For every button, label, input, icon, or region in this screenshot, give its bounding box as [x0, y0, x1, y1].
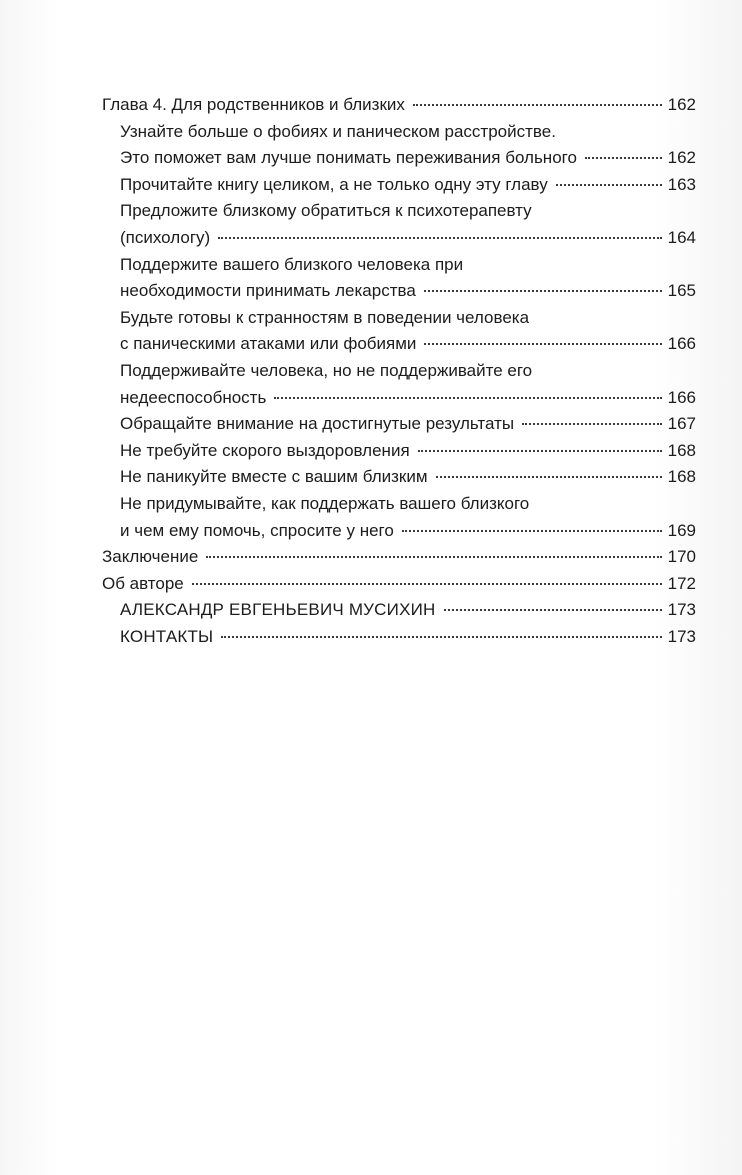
toc-entry[interactable]	[102, 305, 696, 358]
dot-leader	[424, 343, 661, 345]
toc-entry[interactable]	[102, 252, 696, 305]
toc-entry-line	[120, 305, 696, 332]
toc-page-number: 162	[667, 95, 696, 114]
toc-entry[interactable]	[102, 92, 696, 119]
toc-entry[interactable]	[102, 172, 696, 199]
toc-entry-last-line	[102, 92, 696, 119]
toc-entry[interactable]	[102, 571, 696, 598]
toc-entry-last-line	[120, 331, 696, 358]
toc-page-number: 162	[667, 148, 696, 168]
toc-entry-title: АЛЕКСАНДР ЕВГЕНЬЕВИЧ МУСИХИН	[120, 600, 436, 620]
toc-entry-title: Поддержите вашего близкого человека при	[120, 254, 464, 274]
toc-entry-title: Не придумывайте, как поддержать вашего близкого	[120, 493, 530, 513]
toc-entry[interactable]	[102, 198, 696, 251]
dot-leader	[413, 104, 662, 106]
dot-leader	[424, 290, 662, 292]
toc-page-number: 163	[667, 174, 696, 194]
toc-entry-title: КОНТАКТЫ	[120, 626, 214, 646]
toc-page-number: 173	[667, 600, 696, 620]
toc-entry-title: Прочитайте книгу целиком, а не только одну эту главу	[120, 174, 548, 194]
toc-entry-last-line	[120, 518, 696, 545]
toc-entry[interactable]	[102, 464, 696, 491]
toc-entry[interactable]	[102, 491, 696, 544]
toc-page-number: 172	[667, 573, 696, 593]
toc-entry[interactable]	[102, 438, 696, 465]
toc-page-number: 168	[667, 467, 696, 487]
toc-page-number: 168	[667, 440, 696, 460]
dot-leader	[418, 450, 662, 452]
dot-leader	[436, 476, 662, 478]
dot-leader	[192, 583, 662, 585]
toc-entry-title: Не требуйте скорого выздоровления	[120, 440, 410, 460]
dot-leader	[402, 530, 662, 532]
toc-entry-last-line	[120, 278, 696, 305]
toc-entry-title: Заключение	[102, 547, 199, 567]
toc-page-number: 169	[667, 520, 696, 540]
toc-entry-title: Поддерживайте человека, но не поддерживайте его	[120, 360, 533, 380]
toc-page-number: 166	[667, 387, 696, 407]
toc-entry-title: Об авторе	[102, 573, 184, 593]
toc-entry-last-line	[120, 624, 696, 651]
toc-entry-last-line	[120, 385, 696, 412]
dot-leader	[444, 609, 662, 611]
toc-entry-last-line	[120, 597, 696, 624]
toc-entry-title: Будьте готовы к странностям в поведении человека	[120, 307, 530, 327]
toc-entry-last-line	[120, 172, 696, 199]
toc-entry[interactable]	[102, 119, 696, 172]
toc-entry-title: Узнайте больше о фобиях и паническом расстройстве.	[120, 121, 556, 141]
toc-entry-last-line	[102, 544, 696, 571]
toc-entry-title: Это поможет вам лучше понимать переживания больного	[120, 148, 577, 168]
toc-entry-line	[120, 198, 696, 225]
toc-entry-title: Обращайте внимание на достигнутые результаты	[120, 414, 515, 434]
dot-leader	[218, 237, 661, 239]
toc-page-number: 166	[667, 334, 696, 354]
toc-entry-line	[120, 358, 696, 385]
toc-entry-line	[120, 491, 696, 518]
toc-entry[interactable]	[102, 411, 696, 438]
dot-leader	[274, 397, 661, 399]
dot-leader	[556, 184, 662, 186]
toc-entry-title: недееспособность	[120, 387, 267, 407]
toc-entry-title: и чем ему помочь, спросите у него	[120, 520, 394, 540]
toc-entry-title: необходимости принимать лекарства	[120, 281, 416, 301]
toc-entry-title: с паническими атаками или фобиями	[120, 334, 417, 354]
toc-entry-title: Глава 4. Для родственников и близких	[102, 95, 405, 114]
toc-entry-line	[120, 119, 696, 146]
toc-page-number: 167	[667, 414, 696, 434]
toc-entry-last-line	[120, 464, 696, 491]
toc-entry-last-line	[120, 225, 696, 252]
toc-page-number: 165	[667, 281, 696, 301]
toc-entry[interactable]	[102, 597, 696, 624]
dot-leader	[206, 556, 661, 558]
toc-entry-last-line	[120, 438, 696, 465]
toc-page-number: 164	[667, 227, 696, 247]
toc-entry-title: Не паникуйте вместе с вашим близким	[120, 467, 428, 487]
toc-entry[interactable]	[102, 358, 696, 411]
toc-entry-last-line	[120, 145, 696, 172]
toc-entry-line	[120, 252, 696, 279]
toc-entry[interactable]	[102, 544, 696, 571]
dot-leader	[585, 157, 662, 159]
toc-entry-last-line	[120, 411, 696, 438]
toc-entry-title: (психологу)	[120, 227, 211, 247]
dot-leader	[522, 423, 662, 425]
toc-page-number: 170	[667, 547, 696, 567]
dot-leader	[221, 636, 661, 638]
toc-entry-last-line	[102, 571, 696, 598]
toc-entry[interactable]	[102, 624, 696, 651]
table-of-contents	[102, 92, 696, 650]
toc-entry-title: Предложите близкому обратиться к психотерапевту	[120, 201, 532, 221]
toc-page-number: 173	[667, 626, 696, 646]
